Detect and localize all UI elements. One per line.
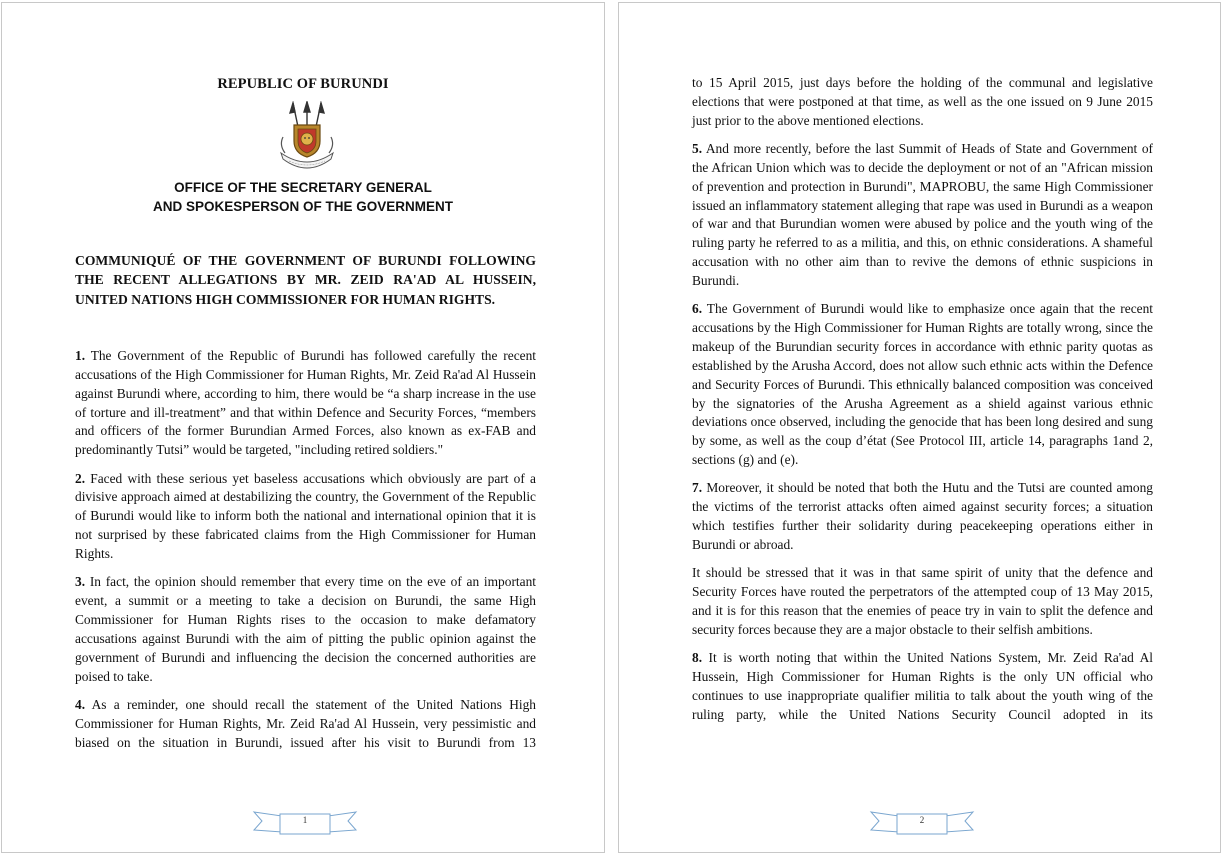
paragraph-number: 1. — [75, 348, 86, 363]
paragraph-text: to 15 April 2015, just days before the holding of the communal and legislative elections that were postponed at that time, as well as the one issued on 9 June 2015 just prior to the above mentioned elections. — [692, 75, 1153, 128]
paragraph-8 — [692, 649, 1153, 724]
paragraph-number: 3. — [75, 574, 86, 590]
paragraph-text: It should be stressed that it was in that same spirit of unity that the defence and Security Forces have routed the perpetrators of the attempted coup of 13 May 2015, and it is for this reason that the enemies of peace try in vain to split the defence and security forces because they are a major obstacle to their selfish ambitions. — [692, 565, 1153, 637]
page-2-body — [692, 74, 1153, 734]
paragraph-number: 7. — [692, 480, 703, 496]
burundi-coat-of-arms-icon — [271, 101, 343, 169]
paragraph-text: In fact, the opinion should remember that every time on the eve of an important event, a summit or a meeting to take a decision on Burundi, the same High Commissioner for Human Rights rises to the occasion to make defamatory accusations against Burundi with the aim of pitting the public opinion against the government of Burundi and influencing the decision the concerned authorities are poised to take. — [75, 574, 536, 684]
paragraph-number: 5. — [692, 141, 703, 157]
office-heading — [2, 178, 604, 216]
page-1-body — [75, 347, 536, 762]
paragraph-text: And more recently, before the last Summit of Heads of State and Government of the African Union which was to decide the deployment or not of an "African mission of prevention and protection in Burundi", MAPROBU, the same High Commissioner issued an inflammatory statement alleging that rape was used in Burundi as a weapon of war and that Burundian women were abused by police and the youth wing of the ruling party he referred to as a militia, and this, on ethnic considerations. A shameful accusation with no other aim than to revive the demons of ethnic suspicions in Burundi. — [692, 141, 1154, 288]
office-line-1: OFFICE OF THE SECRETARY GENERAL — [174, 180, 432, 195]
paragraph-text: Faced with these serious yet baseless accusations which obviously are part of a divisive approach aimed at destabilizing the country, the Government of the Republic of Burundi would like to inform both the national and international opinion that it is not surprised by these fabricated claims from the High Commissioner for Human Rights. — [75, 470, 536, 561]
paragraph-number: 8. — [692, 650, 703, 666]
document-page-2 — [618, 2, 1221, 853]
paragraph-1 — [75, 347, 536, 460]
paragraph-3 — [75, 573, 536, 686]
republic-title: REPUBLIC OF BURUNDI — [217, 76, 389, 92]
paragraph-text: It is worth noting that within the United Nations System, Mr. Zeid Ra'ad Al Hussein, High Commissioner for Human Rights is the only UN official who continues to use inappropriate qualifier militia to talk about the youth wing of the ruling party, while the United Nations Security Council adopted in its — [692, 650, 1153, 722]
paragraph-text: The Government of the Republic of Burundi has followed carefully the recent accusations of the High Commissioner for Human Rights, Mr. Zeid Ra'ad Al Hussein against Burundi where, according to him, there would be “a sharp increase in the use of torture and ill-treatment” and that within Defence and Security Forces, “members and officers of the former Burundian Armed Forces, also known as ex-FAB and predominantly Tutsi” would be targeted, "including retired soldiers." — [75, 348, 537, 458]
paragraph-number: 6. — [692, 301, 703, 317]
page-number: 2 — [919, 815, 925, 825]
office-line-2: AND SPOKESPERSON OF THE GOVERNMENT — [152, 199, 454, 214]
paragraph-4 — [75, 696, 536, 753]
continuation-paragraph — [692, 74, 1153, 131]
document-page-1 — [1, 2, 605, 853]
paragraph-7-continued — [692, 564, 1153, 639]
paragraph-text: The Government of Burundi would like to emphasize once again that the recent accusations by the High Commissioner for Human Rights are totally wrong, since the makeup of the Burundian security forces in accordance with ethnic parity quotas as established by the Arusha Accord, does not allow such ethnic acts within the Defence and Security Forces of Burundi. This ethnically balanced composition was conceived by the signatories of the Arusha Agreement as a shield against various ethnic deviations once observed, including the genocide that has been long desired and sung by some, as well as the coup d’état (See Protocol III, article 14, paragraphs 1and 2, sections (g) and (e). — [692, 301, 1153, 468]
paragraph-2 — [75, 470, 536, 564]
paragraph-5 — [692, 140, 1153, 291]
paragraph-text: Moreover, it should be noted that both the Hutu and the Tutsi are counted among the victims of the terrorist attacks often aimed against security forces; a situation which testifies further their solidarity during peacekeeping operations either in Burundi or abroad. — [692, 480, 1153, 552]
paragraph-7 — [692, 479, 1153, 554]
paragraph-number: 2. — [75, 470, 86, 486]
paragraph-6 — [692, 300, 1153, 470]
paragraph-number: 4. — [75, 696, 86, 712]
page-number: 1 — [302, 815, 308, 825]
paragraph-text: As a reminder, one should recall the statement of the United Nations High Commissioner for Human Rights, Mr. Zeid Ra'ad Al Hussein, very pessimistic and biased on the situation in Burundi, issued after his visit to Burundi from 13 — [75, 696, 536, 750]
communique-title: COMMUNIQUÉ OF THE GOVERNMENT OF BURUNDI FOLLOWING THE RECENT ALLEGATIONS BY MR. ZEID RA'AD AL HUSSEIN, UNITED NATIONS HIGH COMMISSIONER FOR HUMAN RIGHTS. — [75, 253, 536, 307]
